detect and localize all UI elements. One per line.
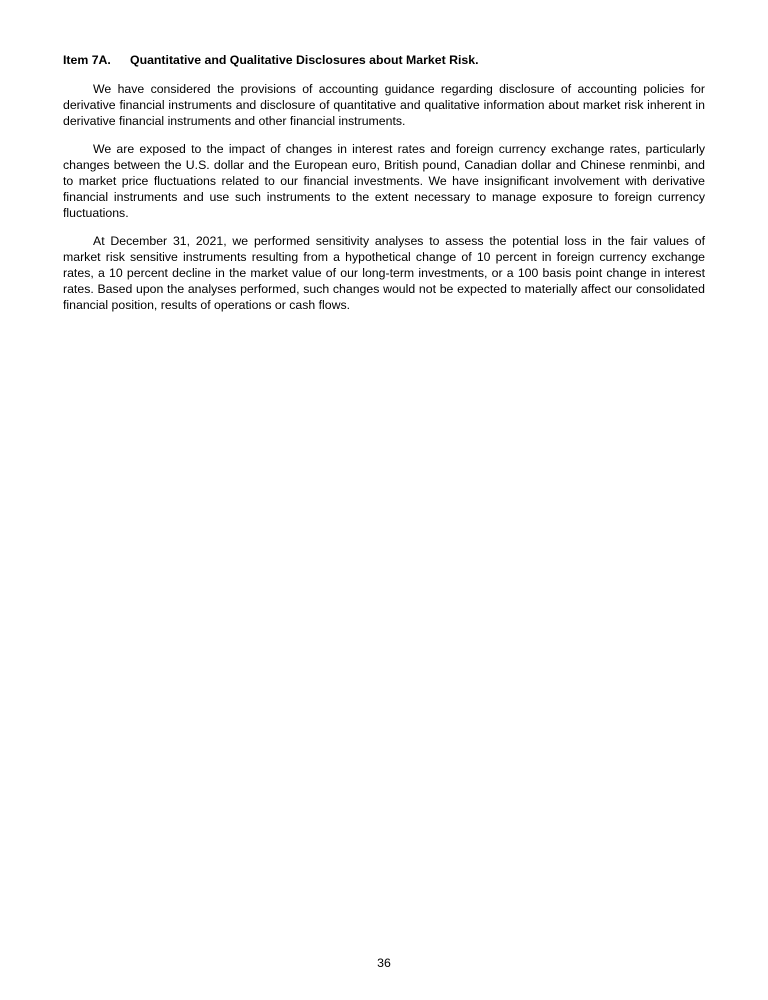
section-heading [63,52,705,68]
document-body [63,52,705,325]
paragraph-sensitivity-analysis: At December 31, 2021, we performed sensitivity analyses to assess the potential loss in the fair values of market risk sensitive instruments resulting from a hypothetical change of 10 percent in foreign currency exchange rates, a 10 percent decline in the market value of our long-term investments, or a 100 basis point change in interest rates. Based upon the analyses performed, such changes would not be expected to materially affect our consolidated financial position, results of operations or cash flows. [63,234,705,312]
paragraph-exposure: We are exposed to the impact of changes in interest rates and foreign currency exchange rates, particularly changes between the U.S. dollar and the European euro, British pound, Canadian dollar and Chinese renminbi, and to market price fluctuations related to our financial investments. We have insignificant involvement with derivative financial instruments and use such instruments to the extent necessary to manage exposure to foreign currency fluctuations. [63,142,705,220]
section-item-number: Item 7A. [63,53,111,67]
section-title: Quantitative and Qualitative Disclosures about Market Risk. [130,53,479,67]
paragraph-accounting-guidance: We have considered the provisions of accounting guidance regarding disclosure of accounting policies for derivative financial instruments and disclosure of quantitative and qualitative information about market risk inherent in derivative financial instruments and other financial instruments. [63,82,705,128]
page-number: 36 [377,956,391,970]
